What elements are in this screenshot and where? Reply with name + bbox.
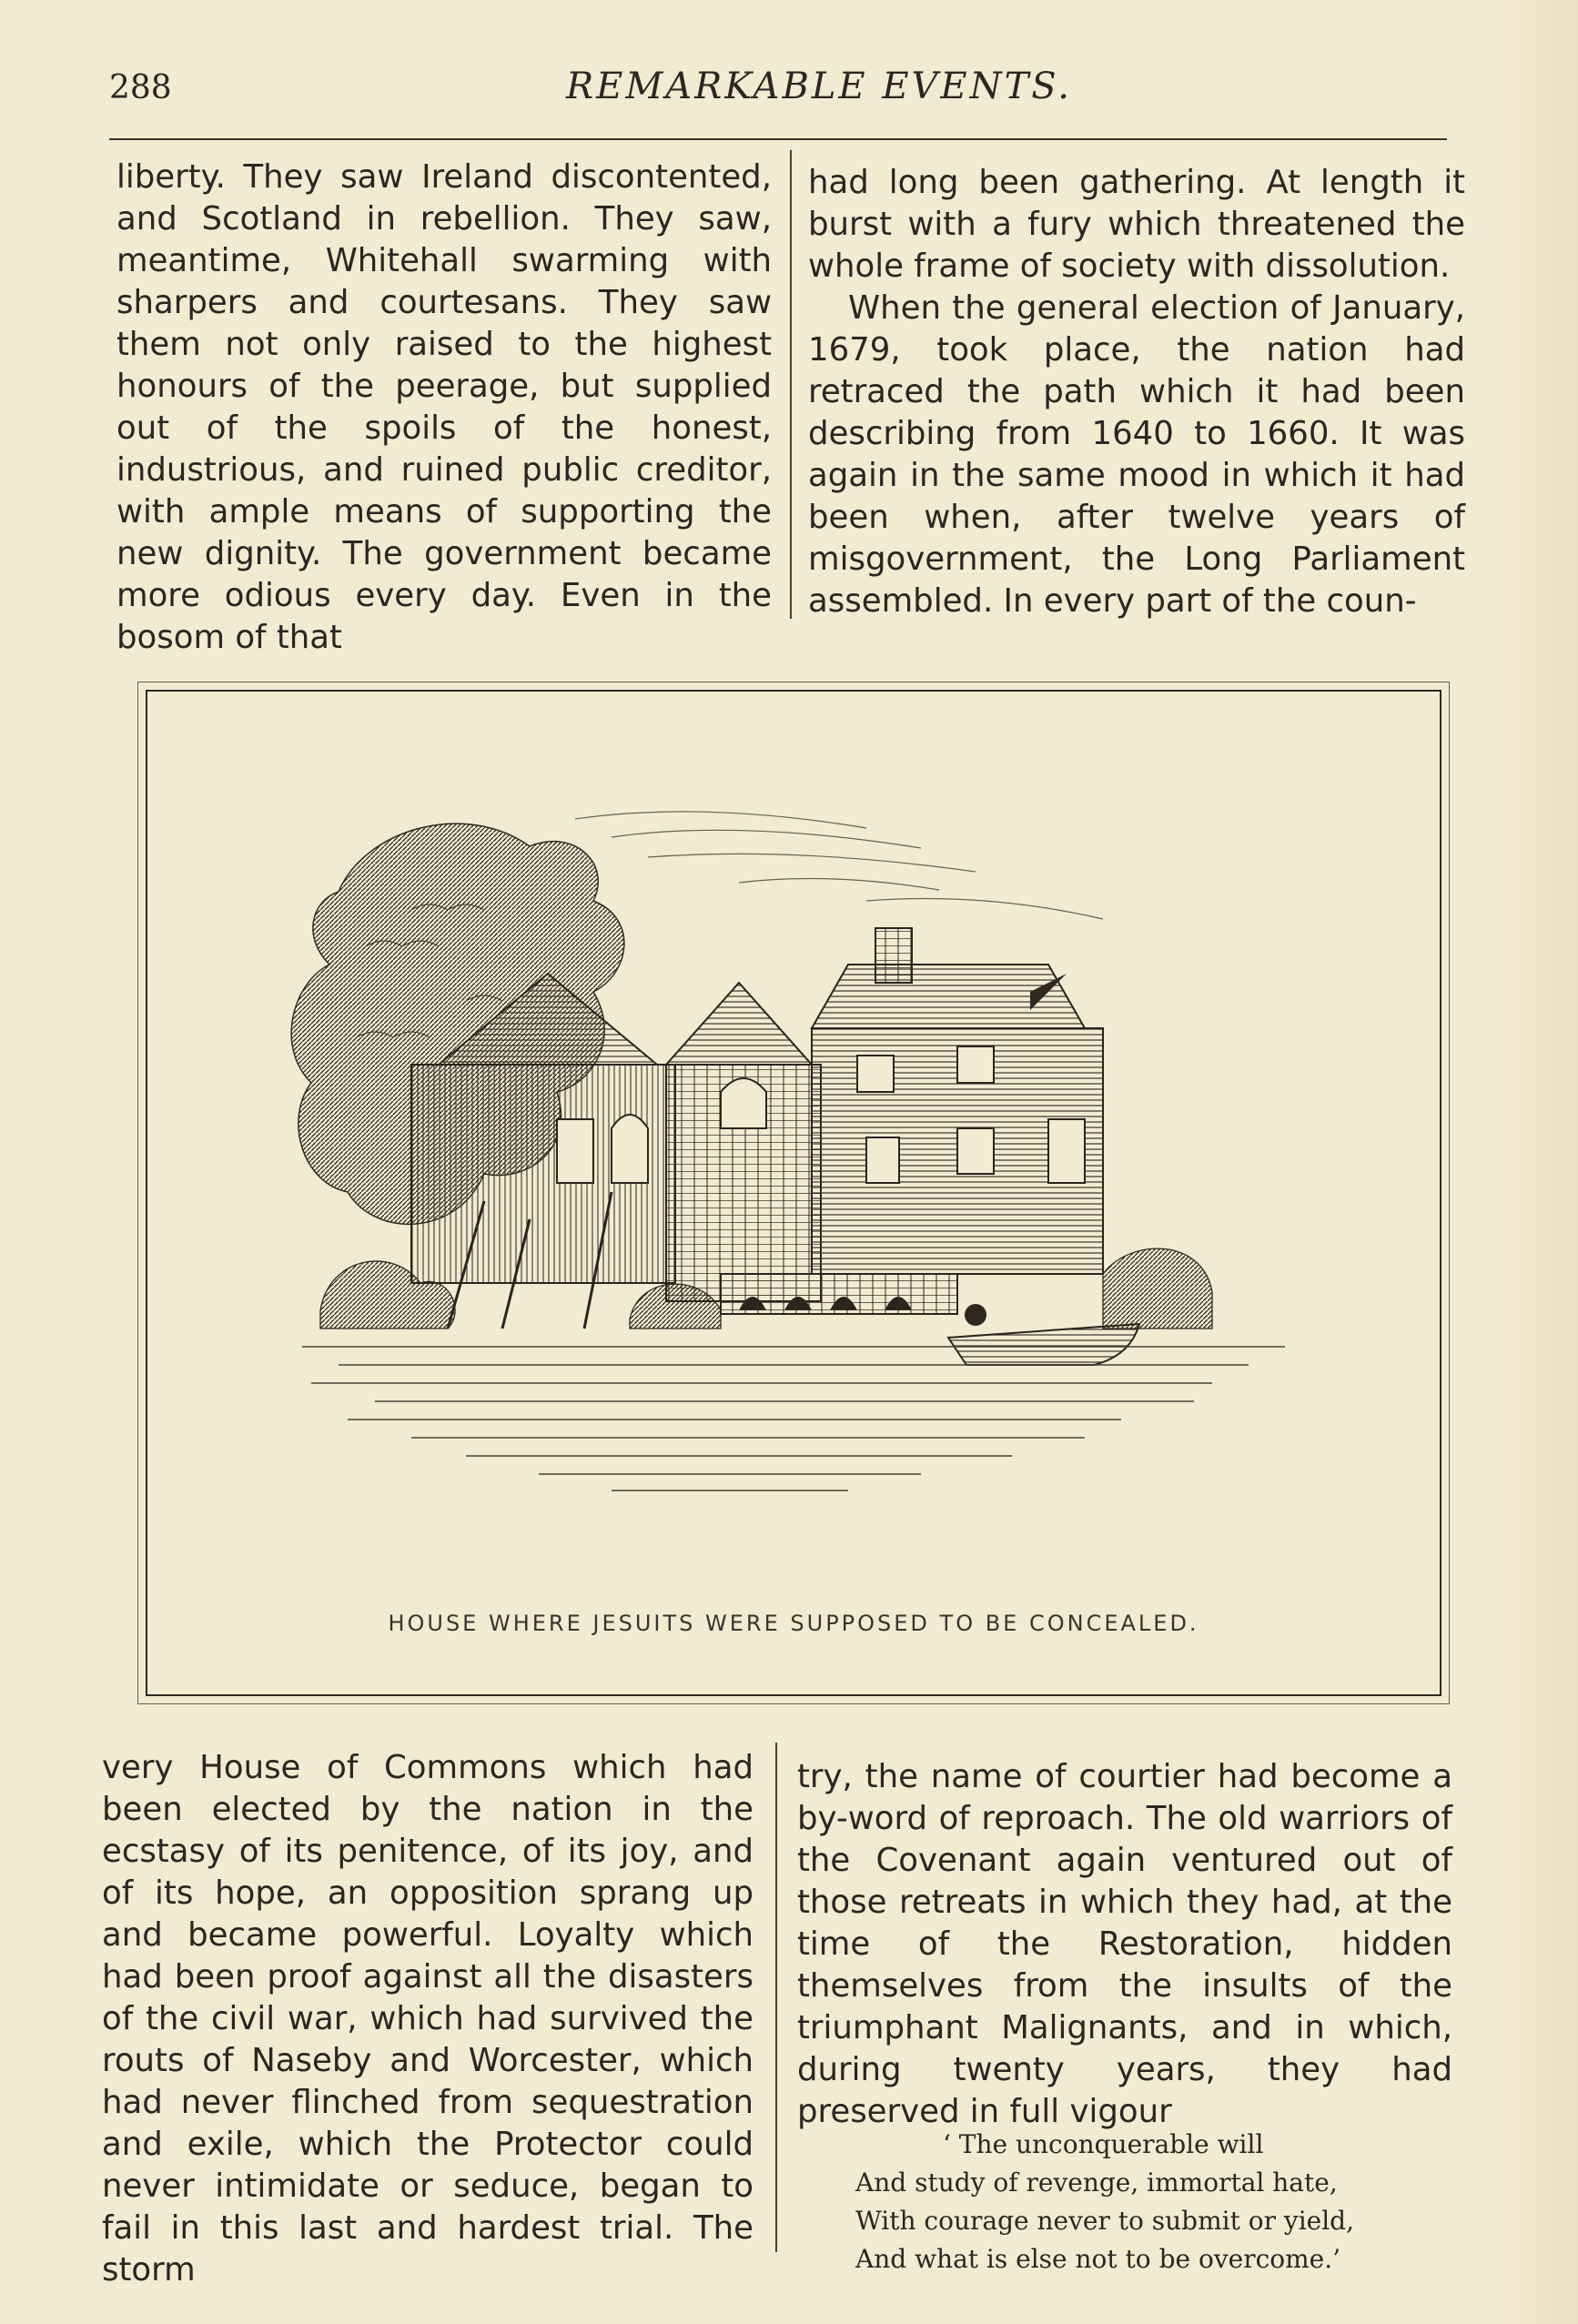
page-header xyxy=(109,66,1456,120)
text-column-bottom-right xyxy=(797,1756,1452,2133)
figure-caption: HOUSE WHERE JESUITS WERE SUPPOSED TO BE CONCEALED. xyxy=(388,1611,1199,1636)
header-rule xyxy=(109,138,1447,140)
figure-frame xyxy=(146,690,1441,1696)
roofline xyxy=(812,928,1085,1028)
running-title: REMARKABLE EVENTS. xyxy=(566,66,1072,107)
paragraph: very House of Commons which had been elected by the nation in the ecstasy of its penitence, of its joy, and of its hope, an opposition sprang up and became powerful. Loyalty which had been proof against all the disasters of the civil war, which had survived the routs of Naseby and Worcester, which had never flinched from sequestration and exile, which the Protector could never intimidate or seduce, began to fail in this last and hardest trial. The storm xyxy=(102,1749,754,2289)
central-building xyxy=(666,983,821,1301)
text-column-bottom-left xyxy=(102,1747,754,2291)
quote-line: ‘ The unconquerable will xyxy=(943,2129,1264,2159)
house-engraving-illustration xyxy=(229,764,1358,1638)
water xyxy=(302,1347,1285,1490)
right-range xyxy=(812,1028,1103,1274)
text-column-top-left xyxy=(116,157,772,659)
paragraph: When the general election of January, 1679, took place, the nation had retraced the path which it had been describing from 1640 to 1660. It was again in the same mood in which it had been when, after twelve years of misgovernment, the Long Parliament assembled. In every part of the coun- xyxy=(808,289,1465,620)
paragraph: had long been gathering. At length it burst with a fury which threatened the whole frame of society with dissolution. xyxy=(808,164,1465,285)
page-edge-shadow xyxy=(1496,0,1578,2324)
quote-line: And study of revenge, immortal hate, xyxy=(855,2167,1338,2198)
page-number: 288 xyxy=(109,69,172,106)
block-quote xyxy=(855,2126,1401,2279)
paragraph: try, the name of courtier had become a by-word of reproach. The old warriors of the Covenant again ventured out of those retreats in which they had, at the time of the Restoration, hidden themselves from the insults of the triumphant Malignants, and in which, during twenty years, they had preserved in full vigour xyxy=(797,1758,1452,2130)
text-column-top-right xyxy=(808,162,1465,622)
quote-line: With courage never to submit or yield, xyxy=(855,2206,1355,2236)
quote-line: And what is else not to be overcome.’ xyxy=(855,2244,1341,2274)
column-divider xyxy=(790,150,792,619)
column-divider xyxy=(775,1743,777,2252)
paragraph: liberty. They saw Ireland discontented, and Scotland in rebellion. They saw, meantime, Whitehall swarming with sharpers and courtesans. They saw them not only raised to the highest honours of the peerage, but supplied out of the spoils of the honest, industrious, and ruined public creditor, with ample means of supporting the new dignity. The government became more odious every day. Even in the bosom of that xyxy=(116,158,772,656)
